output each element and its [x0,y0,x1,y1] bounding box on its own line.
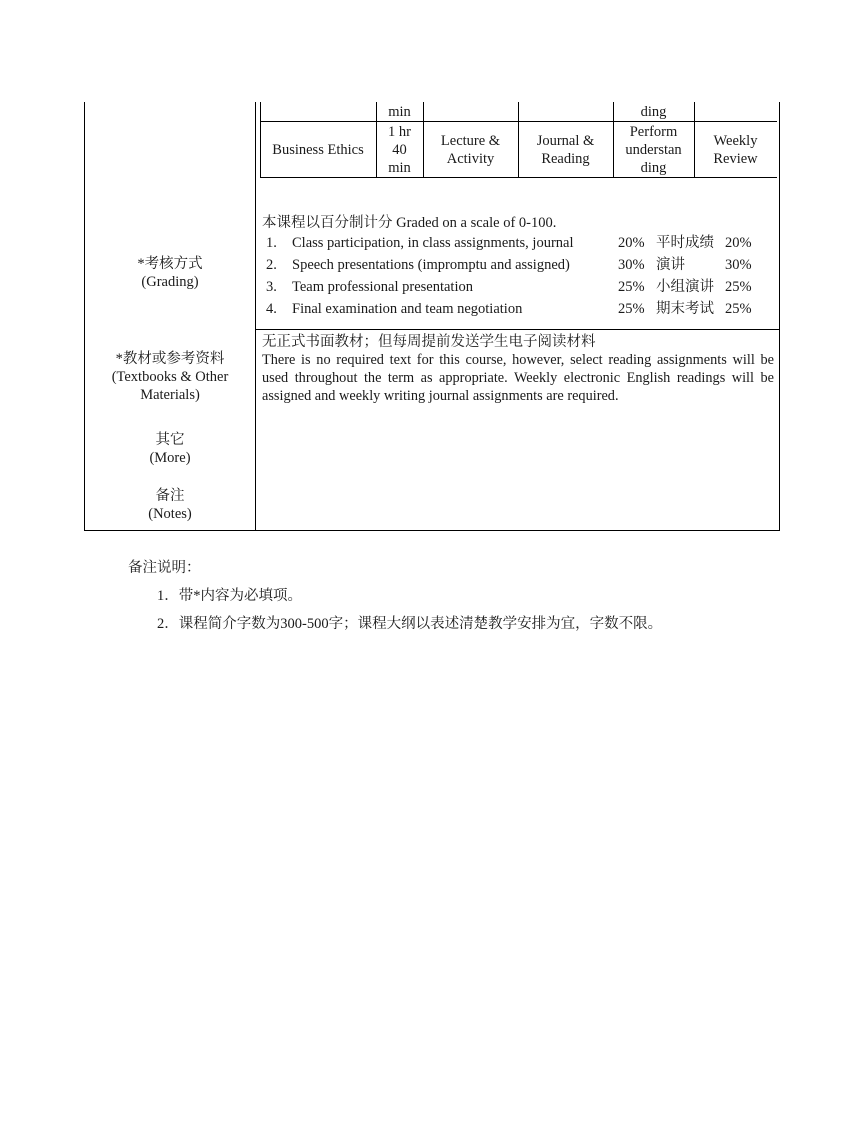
notes-label: 备注 (Notes) [148,488,192,522]
table-bottom-border [84,530,780,531]
prev-row-assessment: ding [640,103,667,120]
row-method: Lecture & Activity [440,132,501,167]
row-homework: Journal & Reading [536,132,595,167]
footnote-item: 2．课程简介字数为300-500字；课程大纲以表述清楚教学安排为宜，字数不限。 [157,616,663,632]
footnotes-heading: 备注说明： [128,560,201,576]
footnote-item: 1．带*内容为必填项。 [157,588,302,604]
inner-table-bottom [260,177,777,178]
table-right-border [779,102,780,531]
textbooks-label: *教材或参考资料 (Textbooks & Other Materials) [111,351,229,403]
grading-intro: 本课程以百分制计分 Graded on a scale of 0-100. [262,215,557,231]
grading-item: 1. Class participation, in class assignments, journal 20% 平时成绩 20% [266,235,752,251]
grading-item: 3. Team professional presentation 25% 小组演讲 25% [266,279,752,295]
table-divider [255,102,256,531]
textbooks-en-text: There is no required text for this course, however, select reading assignments will be used throughout the term as appropriate. Weekly electronic English readings will be assigned and weekly writing journal assignments are required. [262,352,774,404]
grading-item: 2. Speech presentations (impromptu and assigned) 30% 演讲 30% [266,257,752,273]
prev-row-time: min [388,103,411,120]
textbooks-cn-line: 无正式书面教材；但每周提前发送学生电子阅读材料 [262,334,596,350]
grading-label: *考核方式 (Grading) [137,256,203,290]
grading-item: 4. Final examination and team negotiation 25% 期末考试 25% [266,301,752,317]
row-assessment: Perform understan ding [625,123,682,176]
more-label: 其它 (More) [149,432,191,466]
row-review: Weekly Review [713,132,758,167]
row-time: 1 hr 40 min [388,123,411,176]
row-topic: Business Ethics [272,141,364,158]
textbook-row-top [256,329,779,330]
